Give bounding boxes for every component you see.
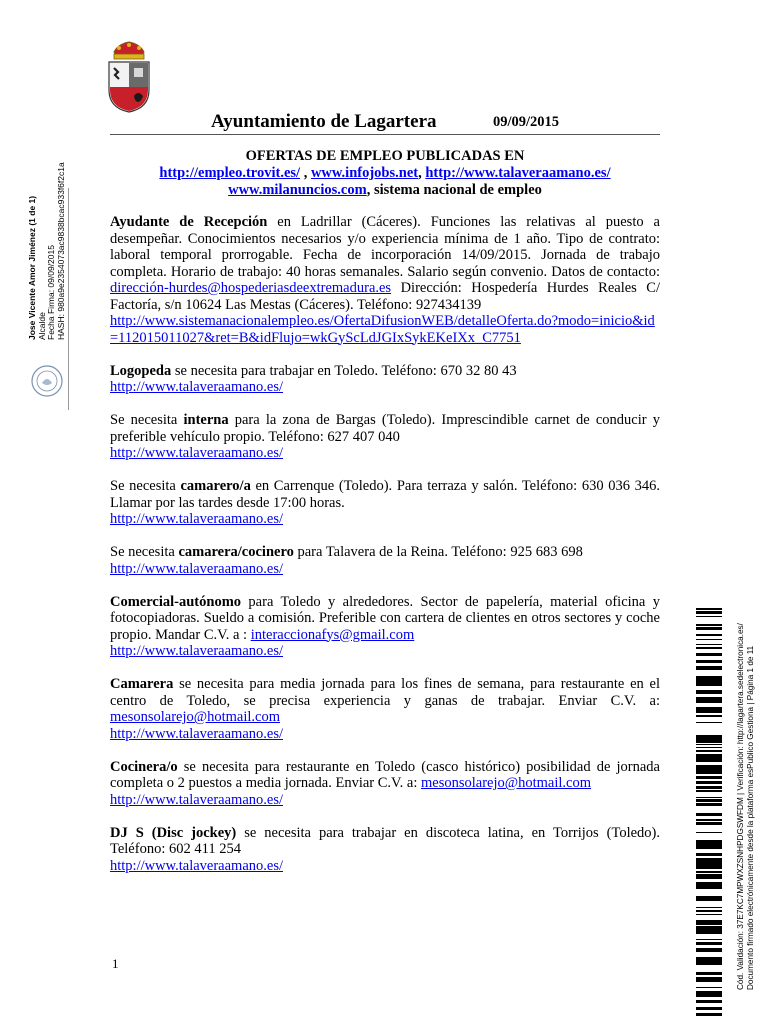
barcode-bar [696, 853, 722, 854]
offer-url-link[interactable]: http://www.talaveraamano.es/ [110, 511, 284, 527]
page-number: 1 [112, 956, 119, 971]
offer-role: Ayudante de Recepción [110, 214, 268, 230]
barcode-bar [696, 920, 722, 922]
barcode-bar [696, 887, 722, 889]
job-offer [110, 214, 660, 346]
barcode-bar [696, 722, 722, 723]
barcode-bar [696, 627, 722, 630]
barcode-bar [696, 991, 722, 992]
barcode-bar [696, 760, 722, 762]
barcode-bar [696, 858, 722, 861]
offer-url-link[interactable]: http://www.talaveraamano.es/ [110, 857, 284, 874]
barcode-bar [696, 866, 722, 869]
offer-url-link[interactable]: http://www.sistemanacionalempleo.es/OfertaDifusionWEB/detalleOferta.do?modo=inicio&id=112015011027&ret=B&idFlujo=wkGyScLdJGIxSykEKeIXx_C7751 [110, 313, 655, 346]
barcode-bar [696, 803, 722, 804]
barcode-bar [696, 747, 722, 748]
barcode-bar [696, 932, 722, 934]
barcode-bar [696, 957, 722, 958]
barcode-bar [696, 832, 722, 833]
barcode-bar [696, 898, 722, 901]
offer-text: se necesita para trabajar en Toledo. Teléfono: 670 32 80 43 [171, 362, 517, 379]
organization-name: Ayuntamiento de Lagartera [211, 111, 437, 132]
barcode-bar [696, 950, 722, 952]
job-offer [110, 544, 660, 577]
barcode-bar [696, 616, 722, 617]
barcode-bar [696, 707, 722, 710]
barcode-bar [696, 702, 722, 703]
barcode-bar [696, 843, 722, 844]
offer-text: se necesita para restaurante en Toledo (casco histórico) posibilidad de jornada completa o 2 puestos a media jornada. Enviar C.V. a: [110, 758, 660, 791]
title-separator: , [418, 165, 426, 181]
barcode-bar [696, 611, 722, 613]
barcode-bar [696, 910, 722, 912]
offer-prefix: Se necesita [110, 412, 184, 428]
barcode-bar [696, 994, 722, 995]
barcode-bar [696, 914, 722, 915]
barcode-bar [696, 977, 722, 980]
barcode-bar [696, 840, 722, 843]
offer-role: Camarera [110, 676, 174, 692]
offer-url-link[interactable]: http://www.talaveraamano.es/ [110, 725, 284, 742]
barcode-bar [696, 871, 722, 873]
barcode-bar [696, 754, 722, 755]
offer-url-link[interactable]: http://www.talaveraamano.es/ [110, 445, 284, 461]
title-suffix: , sistema nacional de empleo [366, 182, 542, 198]
title-links-row [110, 165, 660, 182]
barcode-bar [696, 712, 722, 713]
barcode-bar [696, 939, 722, 940]
barcode-bar [696, 765, 722, 767]
offer-role: Logopeda [110, 362, 172, 379]
barcode-bar [696, 922, 722, 925]
offer-role: Comercial-autónomo [110, 593, 242, 610]
barcode-bar [696, 700, 722, 702]
offer-role: camarero/a [180, 478, 251, 494]
offer-url-link[interactable]: http://www.talaveraamano.es/ [110, 379, 284, 395]
barcode-bar [696, 963, 722, 965]
barcode-bar [696, 874, 722, 877]
barcode-bar [696, 822, 722, 823]
barcode-bar [696, 624, 722, 626]
barcode-bar [696, 715, 722, 717]
barcode-bar [696, 750, 722, 752]
document-date: 09/09/2015 [493, 114, 560, 130]
offer-url-link[interactable]: http://www.talaveraamano.es/ [110, 791, 284, 808]
signature-hash: HASH: 980a9e2354073ac9838bcac933f6f2c1a [55, 162, 66, 340]
title-links-row [110, 182, 660, 199]
barcode-bar [696, 755, 722, 757]
barcode-bar [696, 786, 722, 789]
barcode-bar [696, 974, 722, 975]
barcode-bar [696, 781, 722, 784]
offer-text: en Carrenque (Toledo). Para terraza y salón. Teléfono: 630 036 346. Llamar por las tardes desde 17:00 horas. [110, 478, 660, 511]
barcode-bar [696, 907, 722, 908]
barcode-bar [696, 740, 722, 743]
offer-email-link[interactable]: mesonsolarejo@hotmail.com [421, 775, 591, 791]
document-header [110, 111, 660, 135]
barcode-bar [696, 613, 722, 614]
barcode-bar [696, 861, 722, 864]
barcode-bar [696, 639, 722, 640]
verification-code: Cód. Validación: 37E7KC7MPWXZSNHPDGSWFDM | Verificación: http://lagartera.sedelectronica.es/ [736, 623, 745, 990]
barcode-bar [696, 608, 722, 610]
offer-role: DJ S (Disc jockey) [110, 824, 237, 841]
barcode-bar [696, 710, 722, 712]
barcode-bar [696, 660, 722, 663]
offer-url-link[interactable]: http://www.talaveraamano.es/ [110, 560, 284, 577]
offer-text: en Ladrillar (Cáceres). Funciones las relativas al puesto a desempeñar. Conocimientos necesarios y/o experiencia mínima de 1 año. Tipo de contrato: laboral temporal prorrogable. Fecha de incorporación 14/09/2015. Jornada de trabajo completa. Horario de trabajo: 40 horas semanales. Salario según convenio. Datos de contacto: [110, 214, 660, 280]
signature-divider [68, 188, 69, 410]
barcode-bar [696, 683, 722, 686]
barcode-bar [696, 666, 722, 668]
barcode-bar [696, 882, 722, 884]
barcode-bar [696, 804, 722, 805]
barcode-bar [696, 942, 722, 945]
barcode-bar [696, 644, 722, 645]
offer-email-link[interactable]: mesonsolarejo@hotmail.com [110, 709, 280, 725]
job-offer [110, 412, 660, 462]
barcode-bar [696, 735, 722, 736]
barcode-bar [696, 819, 722, 821]
barcode-bar [696, 697, 722, 698]
barcode-bar [696, 958, 722, 960]
barcode-bar [696, 693, 722, 694]
verification-text [736, 623, 755, 990]
barcode-bar [696, 668, 722, 670]
barcode-bar [696, 929, 722, 932]
document-title [110, 148, 660, 199]
barcode-bar [696, 799, 722, 802]
barcode-bar [696, 844, 722, 847]
milanuncios-link[interactable]: www.milanuncios.com [228, 182, 367, 198]
barcode-bar [696, 1013, 722, 1015]
barcode-bar [696, 948, 722, 950]
barcode-bar [696, 987, 722, 988]
barcode-bar [696, 680, 722, 683]
barcode-bar [696, 634, 722, 636]
barcode-bar [696, 877, 722, 879]
offer-text-continued: Dirección: Hospedería Hurdes Reales C/ Factoría, s/n 10624 Las Mestas (Cáceres). Teléfono: 927434139 [110, 280, 660, 313]
barcode-bar [696, 847, 722, 849]
barcode-bar [696, 960, 722, 963]
barcode-bar [696, 653, 722, 656]
barcode-bar [696, 772, 722, 774]
barcode-bar [696, 698, 722, 700]
barcode-bar [696, 790, 722, 792]
barcode-bar [696, 805, 722, 806]
barcode-bar [696, 854, 722, 856]
signature-date: Fecha Firma: 09/09/2015 [46, 245, 56, 340]
offer-text: para la zona de Bargas (Toledo). Imprescindible carnet de conducir y preferible vehículo propio. Teléfono: 627 407 040 [110, 412, 660, 445]
barcode-bar [696, 736, 722, 738]
verification-platform: Documento firmado electrónicamente desde la plataforma esPublico Gestiona | Página 1 de 11 [745, 645, 755, 990]
barcode-bar [696, 767, 722, 770]
trovit-link[interactable]: http://empleo.trovit.es/ [159, 165, 301, 181]
barcode-bar [696, 797, 722, 798]
barcode-bar [696, 1015, 722, 1016]
job-offer [110, 825, 660, 875]
barcode-bar [696, 823, 722, 825]
barcode-bar [696, 972, 722, 974]
job-offers-list [110, 214, 660, 891]
barcode-bar [696, 744, 722, 745]
barcode-bar [696, 992, 722, 994]
infojobs-link[interactable]: www.infojobs.net [310, 165, 419, 181]
barcode-bar [696, 865, 722, 866]
job-offer [110, 594, 660, 660]
header-divider [110, 134, 660, 135]
offer-prefix: Se necesita [110, 544, 179, 560]
barcode-bar [696, 647, 722, 648]
barcode-bar [696, 995, 722, 997]
barcode-bar [696, 676, 722, 677]
barcode-bar [696, 813, 722, 816]
title-separator: , [300, 165, 311, 181]
barcode-bar [696, 690, 722, 693]
barcode-bar [696, 648, 722, 649]
offer-text: se necesita para trabajar en discoteca latina, en Torrijos (Toledo). Teléfono: 602 411 254 [110, 824, 661, 857]
offer-text: para Toledo y alrededores. Sector de papelería, material oficina y fotocopiadoras. Sueldo a comisión. Preferible con cartera de clientes en otros sectores y coche propio. Mandar C.V. a : [110, 593, 660, 643]
offer-role: interna [183, 412, 229, 428]
offer-role: Cocinera/o [110, 758, 178, 775]
offer-email-link[interactable]: interaccionafys@gmail.com [250, 626, 415, 643]
barcode-bar [696, 1007, 722, 1010]
barcode-bar [696, 864, 722, 865]
signature-stamp [28, 162, 66, 340]
offer-role: camarera/cocinero [178, 544, 294, 560]
signer-role: Alcalde [36, 312, 47, 340]
job-offer [110, 759, 660, 809]
barcode-bar [696, 1000, 722, 1003]
offer-text: para Talavera de la Reina. Teléfono: 925 683 698 [293, 544, 583, 560]
official-seal-icon [30, 364, 64, 398]
offer-prefix: Se necesita [110, 478, 181, 494]
title-prefix: OFERTAS DE EMPLEO PUBLICADAS EN [245, 148, 525, 164]
barcode-bar [696, 981, 722, 982]
barcode-bar [696, 776, 722, 779]
job-offer [110, 478, 660, 528]
barcode-bar [696, 926, 722, 929]
signer-name: Jose Vicente Amor Jiménez (1 de 1) [27, 195, 37, 340]
coat-of-arms-logo [104, 38, 154, 114]
barcode-bar [696, 677, 722, 680]
barcode-bar [696, 896, 722, 898]
barcode-bar [696, 884, 722, 887]
offer-url-link[interactable]: http://www.talaveraamano.es/ [110, 643, 284, 659]
barcode-bar [696, 738, 722, 740]
barcode-bar [696, 980, 722, 981]
job-offer [110, 363, 660, 396]
barcode-bar [696, 770, 722, 772]
validation-barcode [696, 608, 722, 1016]
job-offer [110, 676, 660, 742]
offer-text: se necesita para media jornada para los fines de semana, para restaurante en el centro de Toledo, se precisa experiencia y ganas de trabajar. Enviar C.V. a: [110, 676, 660, 709]
offer-email-link[interactable]: dirección-hurdes@hospederiasdeextremadura.es [110, 280, 392, 296]
barcode-bar [696, 757, 722, 760]
talaveraamano-link[interactable]: http://www.talaveraamano.es/ [425, 165, 611, 181]
